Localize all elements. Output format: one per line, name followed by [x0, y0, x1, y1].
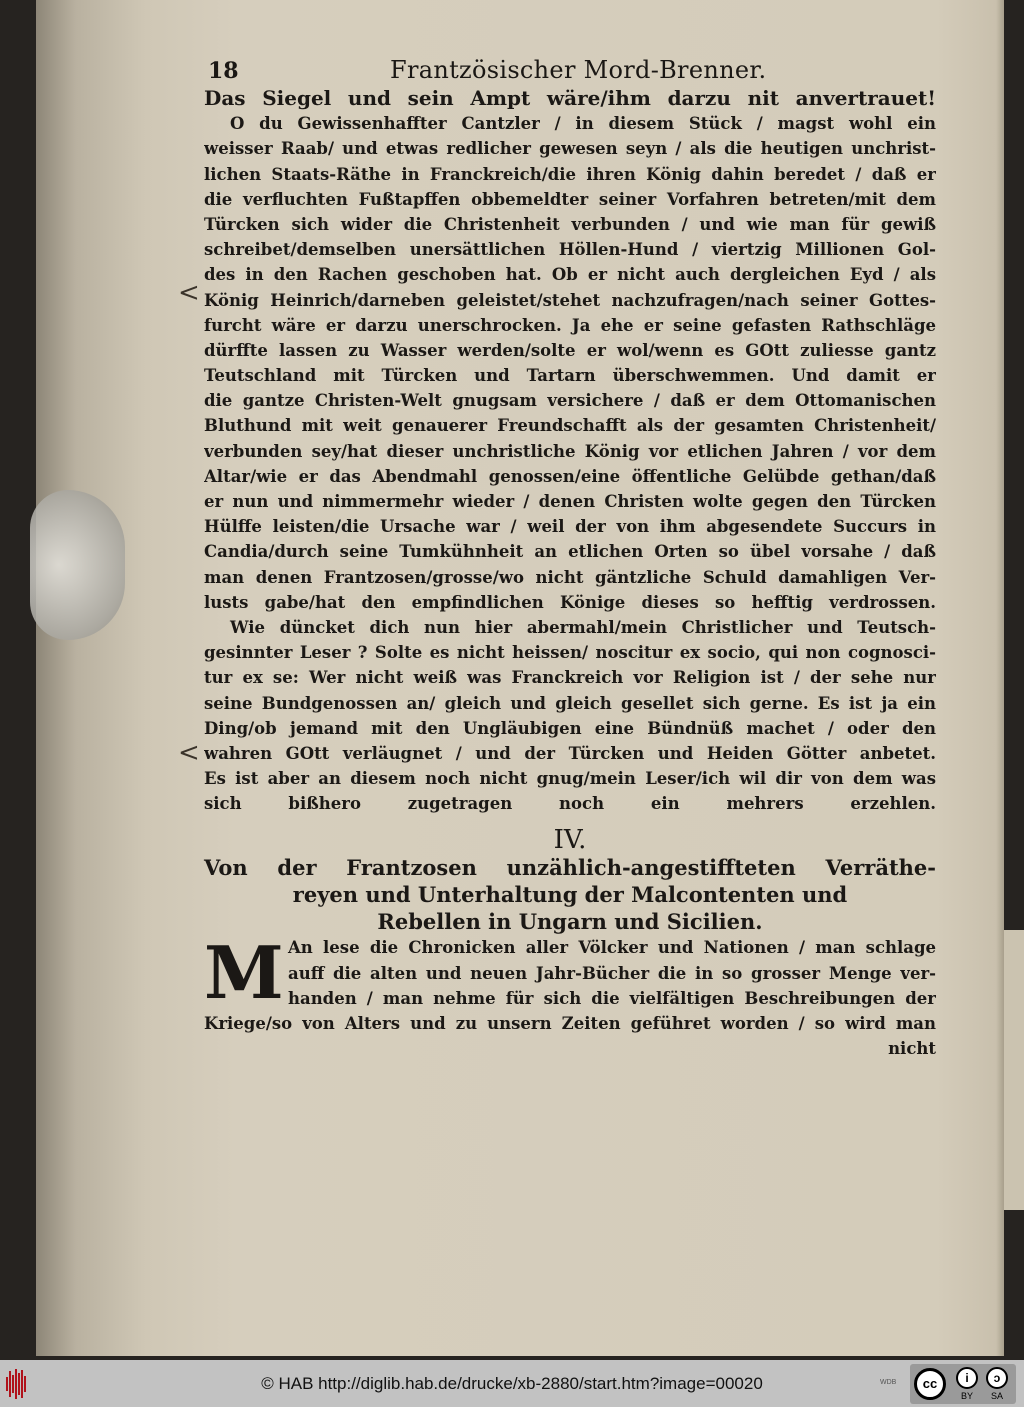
section-number: IV.	[553, 825, 587, 856]
by-label: BY	[961, 1391, 974, 1401]
text-line: Bluthund mit weit genauerer Freundschafft als der gesamten Christenheit/	[204, 416, 936, 436]
text-line: An lese die Chronicken aller Völcker und Nationen / man schlage	[288, 938, 936, 958]
wdb-label: WDB	[880, 1379, 897, 1386]
catchword: nicht	[888, 1039, 936, 1059]
share-alike-icon: ↄ	[986, 1367, 1008, 1389]
text-line: verbunden sey/hat dieser unchristliche König vor etlichen Jahren / vor dem	[204, 441, 936, 461]
text-line: Altar/wie er das Abendmahl genossen/eine öffentliche Gelübde gethan/daß	[204, 466, 936, 486]
text-line: Das Siegel und sein Ampt wäre/ihm darzu nit anvertrauet!	[204, 86, 936, 110]
section-paragraph	[204, 930, 936, 1036]
text-line: furcht wäre er darzu unerschrocken. Ja ehe er seine gefasten Rathschläge	[204, 315, 936, 335]
text-line: lichen Staats-Räthe in Franckreich/die ihren König dahin beredet / daß er	[204, 164, 936, 184]
text-line: dürffte lassen zu Wasser werden/solte er wol/wenn es GOtt zuliesse gantz	[204, 340, 936, 360]
text-line: handen / man nehme für sich die vielfältigen Beschreibungen der	[288, 988, 936, 1008]
text-line: gesinnter Leser ? Solte es nicht heissen/ noscitur ex socio, qui non cognosci-	[204, 643, 936, 663]
next-page-edge	[1004, 930, 1024, 1210]
text-line: Es ist aber an diesem noch nicht gnug/mein Leser/ich wil dir von dem was	[204, 769, 936, 789]
text-line: sich bißhero zugetragen noch ein mehrers erzehlen.	[204, 794, 936, 814]
running-head: Frantzösischer Mord-Brenner.	[390, 56, 767, 84]
copyright-link[interactable]: © HAB http://diglib.hab.de/drucke/xb-2880/start.htm?image=00020	[261, 1374, 763, 1393]
text-line: Teutschland mit Türcken und Tartarn überschwemmen. Und damit er	[204, 366, 936, 386]
text-line: auff die alten und neuen Jahr-Bücher die in so grosser Menge ver-	[288, 963, 936, 983]
text-line: O du Gewissenhaffter Cantzler / in diesem Stück / magst wohl ein	[230, 114, 936, 134]
page-number: 18	[208, 58, 239, 84]
attribution-icon: i	[956, 1367, 978, 1389]
text-line: König Heinrich/darneben geleistet/stehet nachzufragen/nach seiner Gottes-	[204, 290, 936, 310]
text-line: weisser Raab/ und etwas redlicher gewesen seyn / als die heutigen unchrist-	[204, 139, 936, 159]
text-line: Türcken sich wider die Christenheit verbunden / und wie man für gewiß	[204, 214, 936, 234]
margin-mark: <	[178, 278, 200, 308]
text-line: Kriege/so von Alters und zu unsern Zeiten geführet worden / so wird man	[204, 1014, 936, 1033]
thumb-shadow	[30, 490, 125, 640]
sa-label: SA	[991, 1391, 1004, 1401]
page-body	[204, 86, 936, 1061]
text-line: wahren GOtt verläugnet / und der Türcken und Heiden Götter anbetet.	[204, 743, 936, 763]
footer-bar	[0, 1360, 1024, 1407]
text-line: er nun und nimmermehr wieder / denen Christen wolte gegen den Türcken	[204, 492, 936, 511]
text-line: schreibet/demselben unersättlichen Höllen-Hund / viertzig Millionen Gol-	[204, 240, 936, 260]
text-line: tur ex se: Wer nicht weiß was Franckreich vor Religion ist / der sehe nur	[204, 668, 936, 688]
text-line: seine Bundgenossen an/ gleich und gleich gesellet sich gerne. Es ist ja ein	[204, 693, 936, 713]
text-line: Wie düncket dich nun hier abermahl/mein Christlicher und Teutsch-	[230, 617, 936, 637]
drop-cap: M	[204, 930, 284, 1016]
section-heading-line: Rebellen in Ungarn und Sicilien.	[377, 909, 763, 935]
cc-license-badge[interactable]	[910, 1364, 1016, 1404]
text-line: man denen Frantzosen/grosse/wo nicht gäntzliche Schuld damahligen Ver-	[204, 567, 936, 587]
margin-mark: <	[178, 738, 200, 768]
text-line: Ding/ob jemand mit den Ungläubigen eine Bündnüß machet / oder den	[204, 718, 936, 738]
text-line: Hülffe leisten/die Ursache war / weil der von ihm abgesendete Succurs in	[204, 517, 936, 537]
text-line: die gantze Christen-Welt gnugsam versichere / daß er dem Ottomanischen	[204, 391, 936, 411]
text-line: Candia/durch seine Tumkühnheit an etlichen Orten so übel vorsahe / daß	[204, 542, 936, 562]
text-line: des in den Rachen geschoben hat. Ob er nicht auch dergleichen Eyd / als	[204, 265, 936, 285]
cc-icon: cc	[914, 1368, 946, 1400]
text-line: lusts gabe/hat den empfindlichen Könige dieses so hefftig verdrossen.	[204, 592, 936, 612]
section-heading-line: reyen und Unterhaltung der Malcontenten und	[292, 882, 848, 908]
section-heading-line: Von der Frantzosen unzählich-angestiffteten Verräthe-	[204, 855, 936, 881]
text-line: die verfluchten Fußtapffen obbemeldter seiner Vorfahren betreten/mit dem	[204, 189, 936, 209]
